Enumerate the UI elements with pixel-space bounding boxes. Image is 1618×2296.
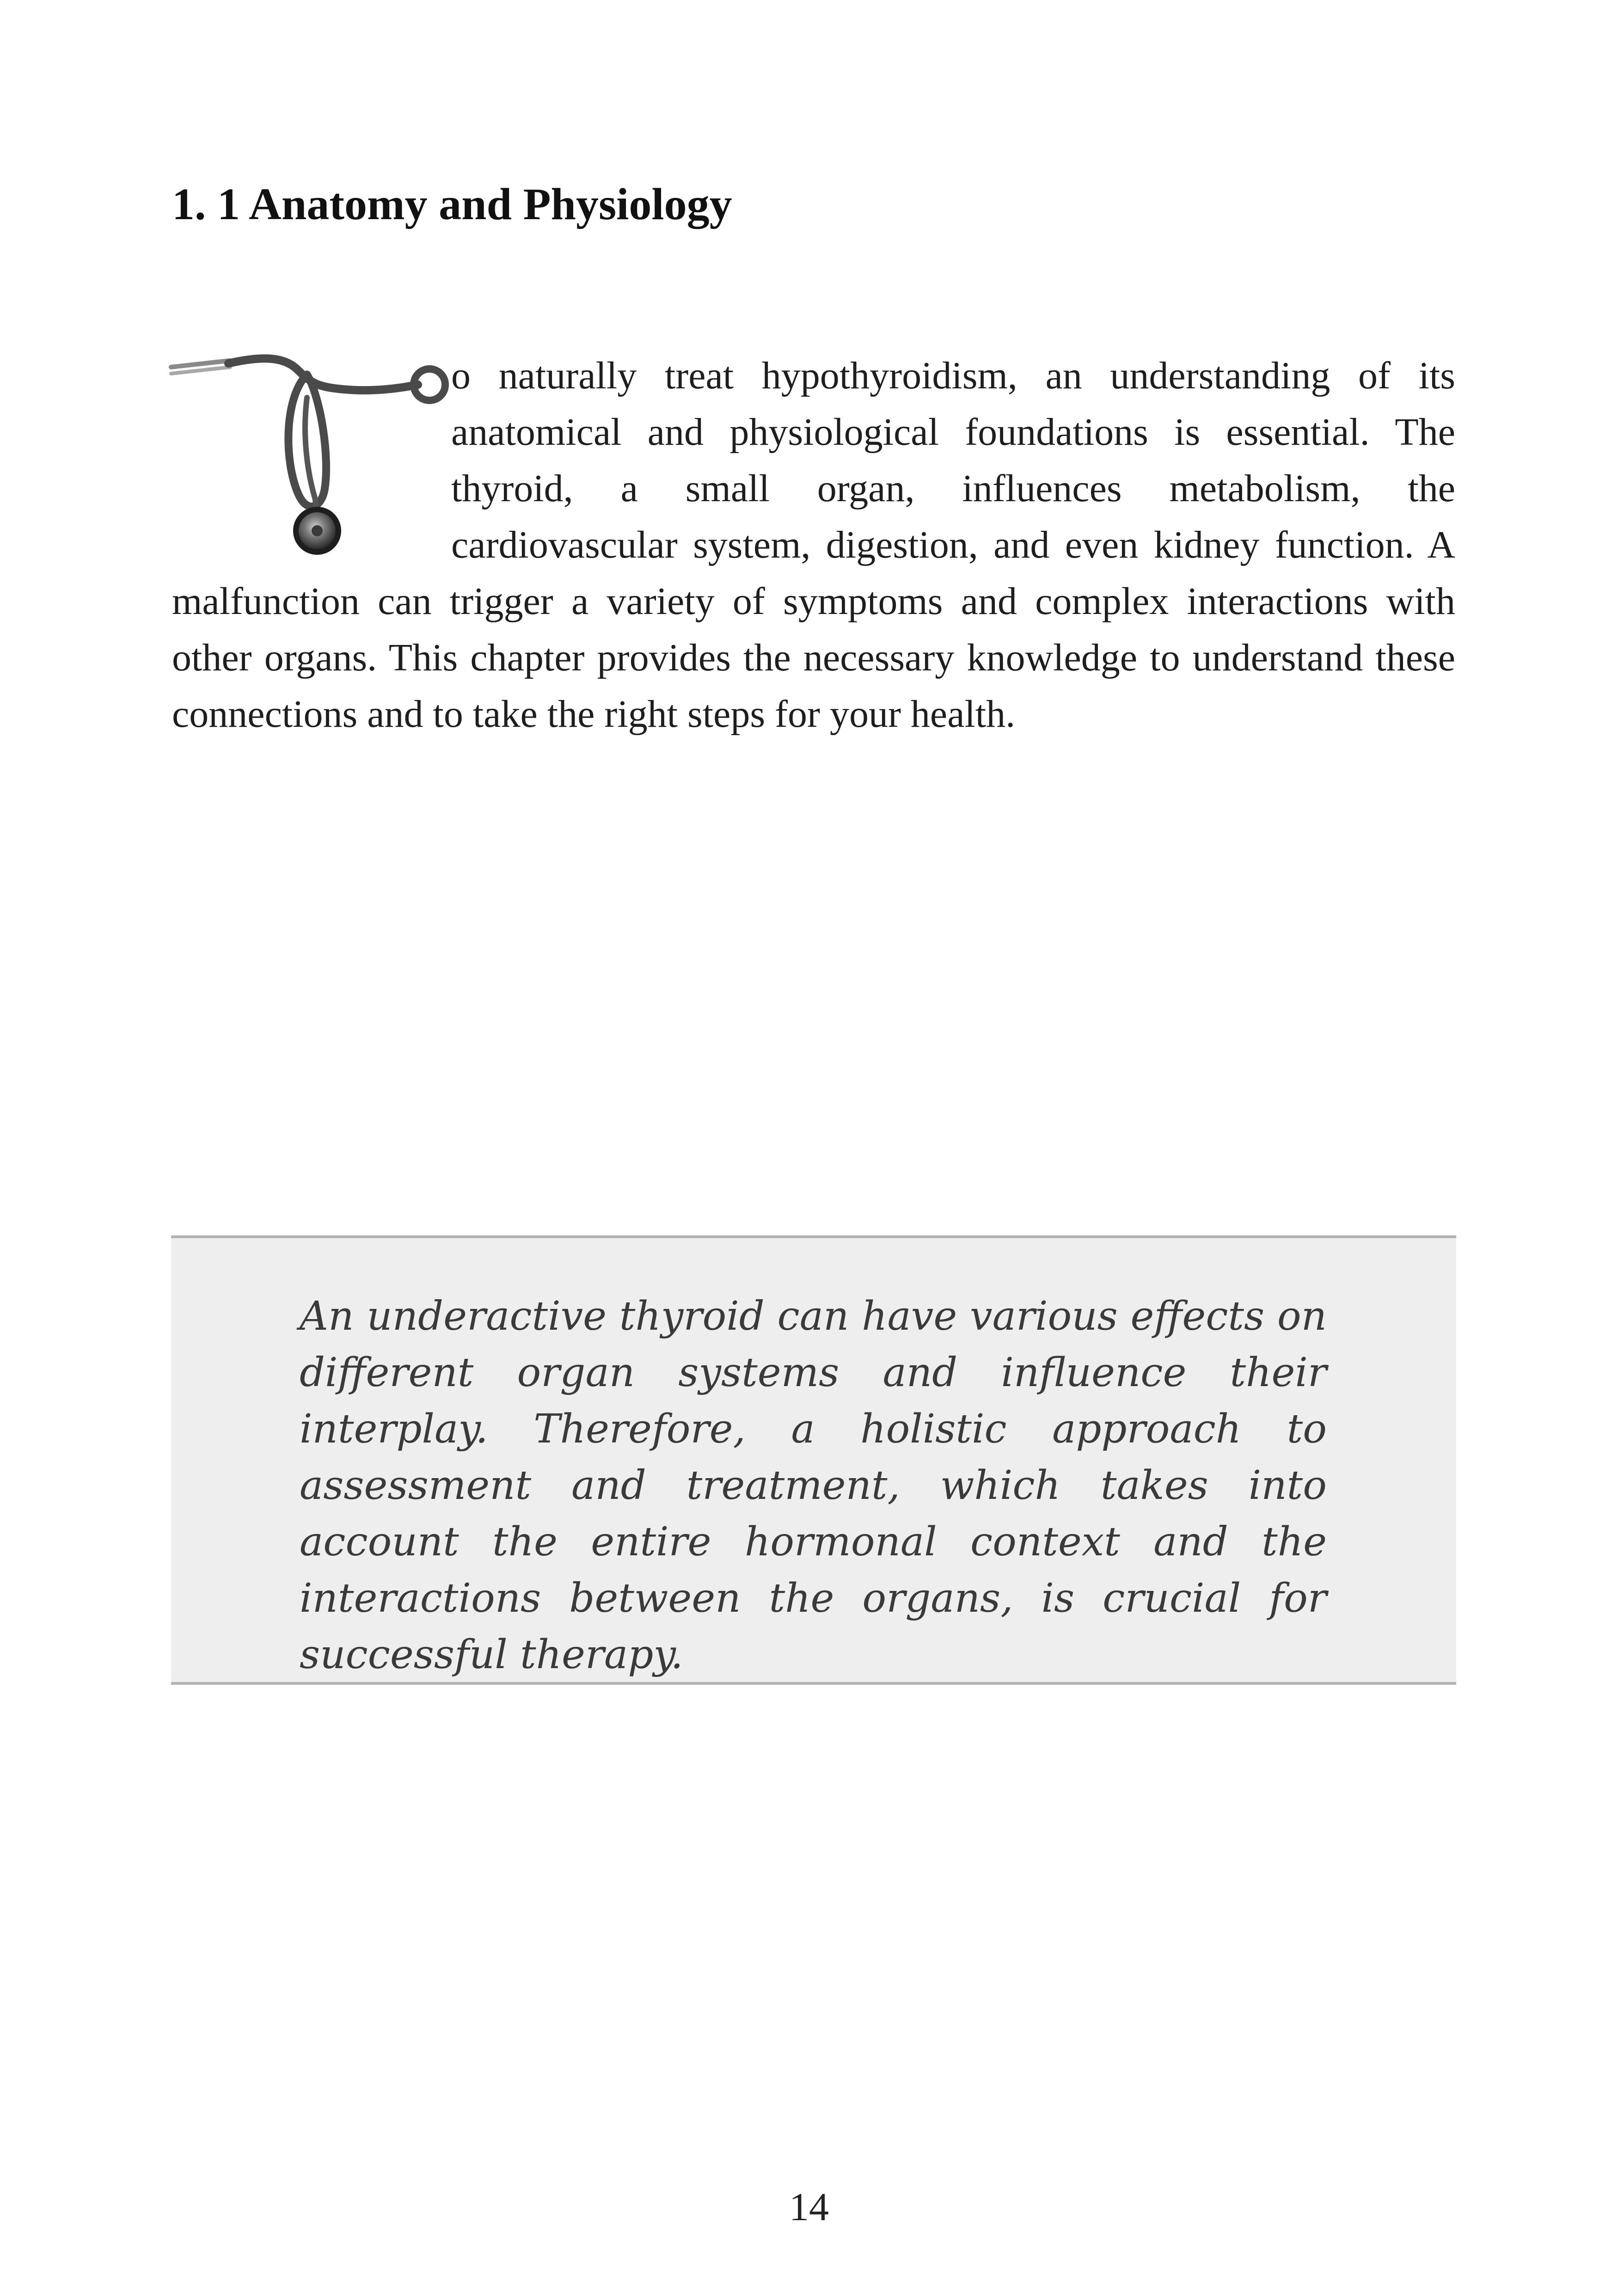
- page-number: 14: [789, 2185, 829, 2229]
- stethoscope-icon: [168, 342, 451, 568]
- intro-paragraph: [172, 348, 1455, 743]
- callout-box: [171, 1235, 1456, 1685]
- intro-text: o naturally treat hypothyroidism, an understanding of its anatomical and physiological foundations is essential. The thyroid, a small organ, influences metabolism, the cardiovascular system, digestion, and even kidney function. A malfunction can trigger a variety of symptoms and complex interactions with other organs. This chapter provides the necessary knowledge to understand these connections and to take the right steps for your health.: [172, 354, 1455, 736]
- section-heading: 1. 1 Anatomy and Physiology: [172, 179, 732, 229]
- callout-text: An underactive thyroid can have various effects on different organ systems and influence their interplay. Therefore, a holistic approach to assessment and treatment, which takes into account the entire hormonal context and the interactions between the organs, is crucial for successful therapy.: [300, 1293, 1327, 1678]
